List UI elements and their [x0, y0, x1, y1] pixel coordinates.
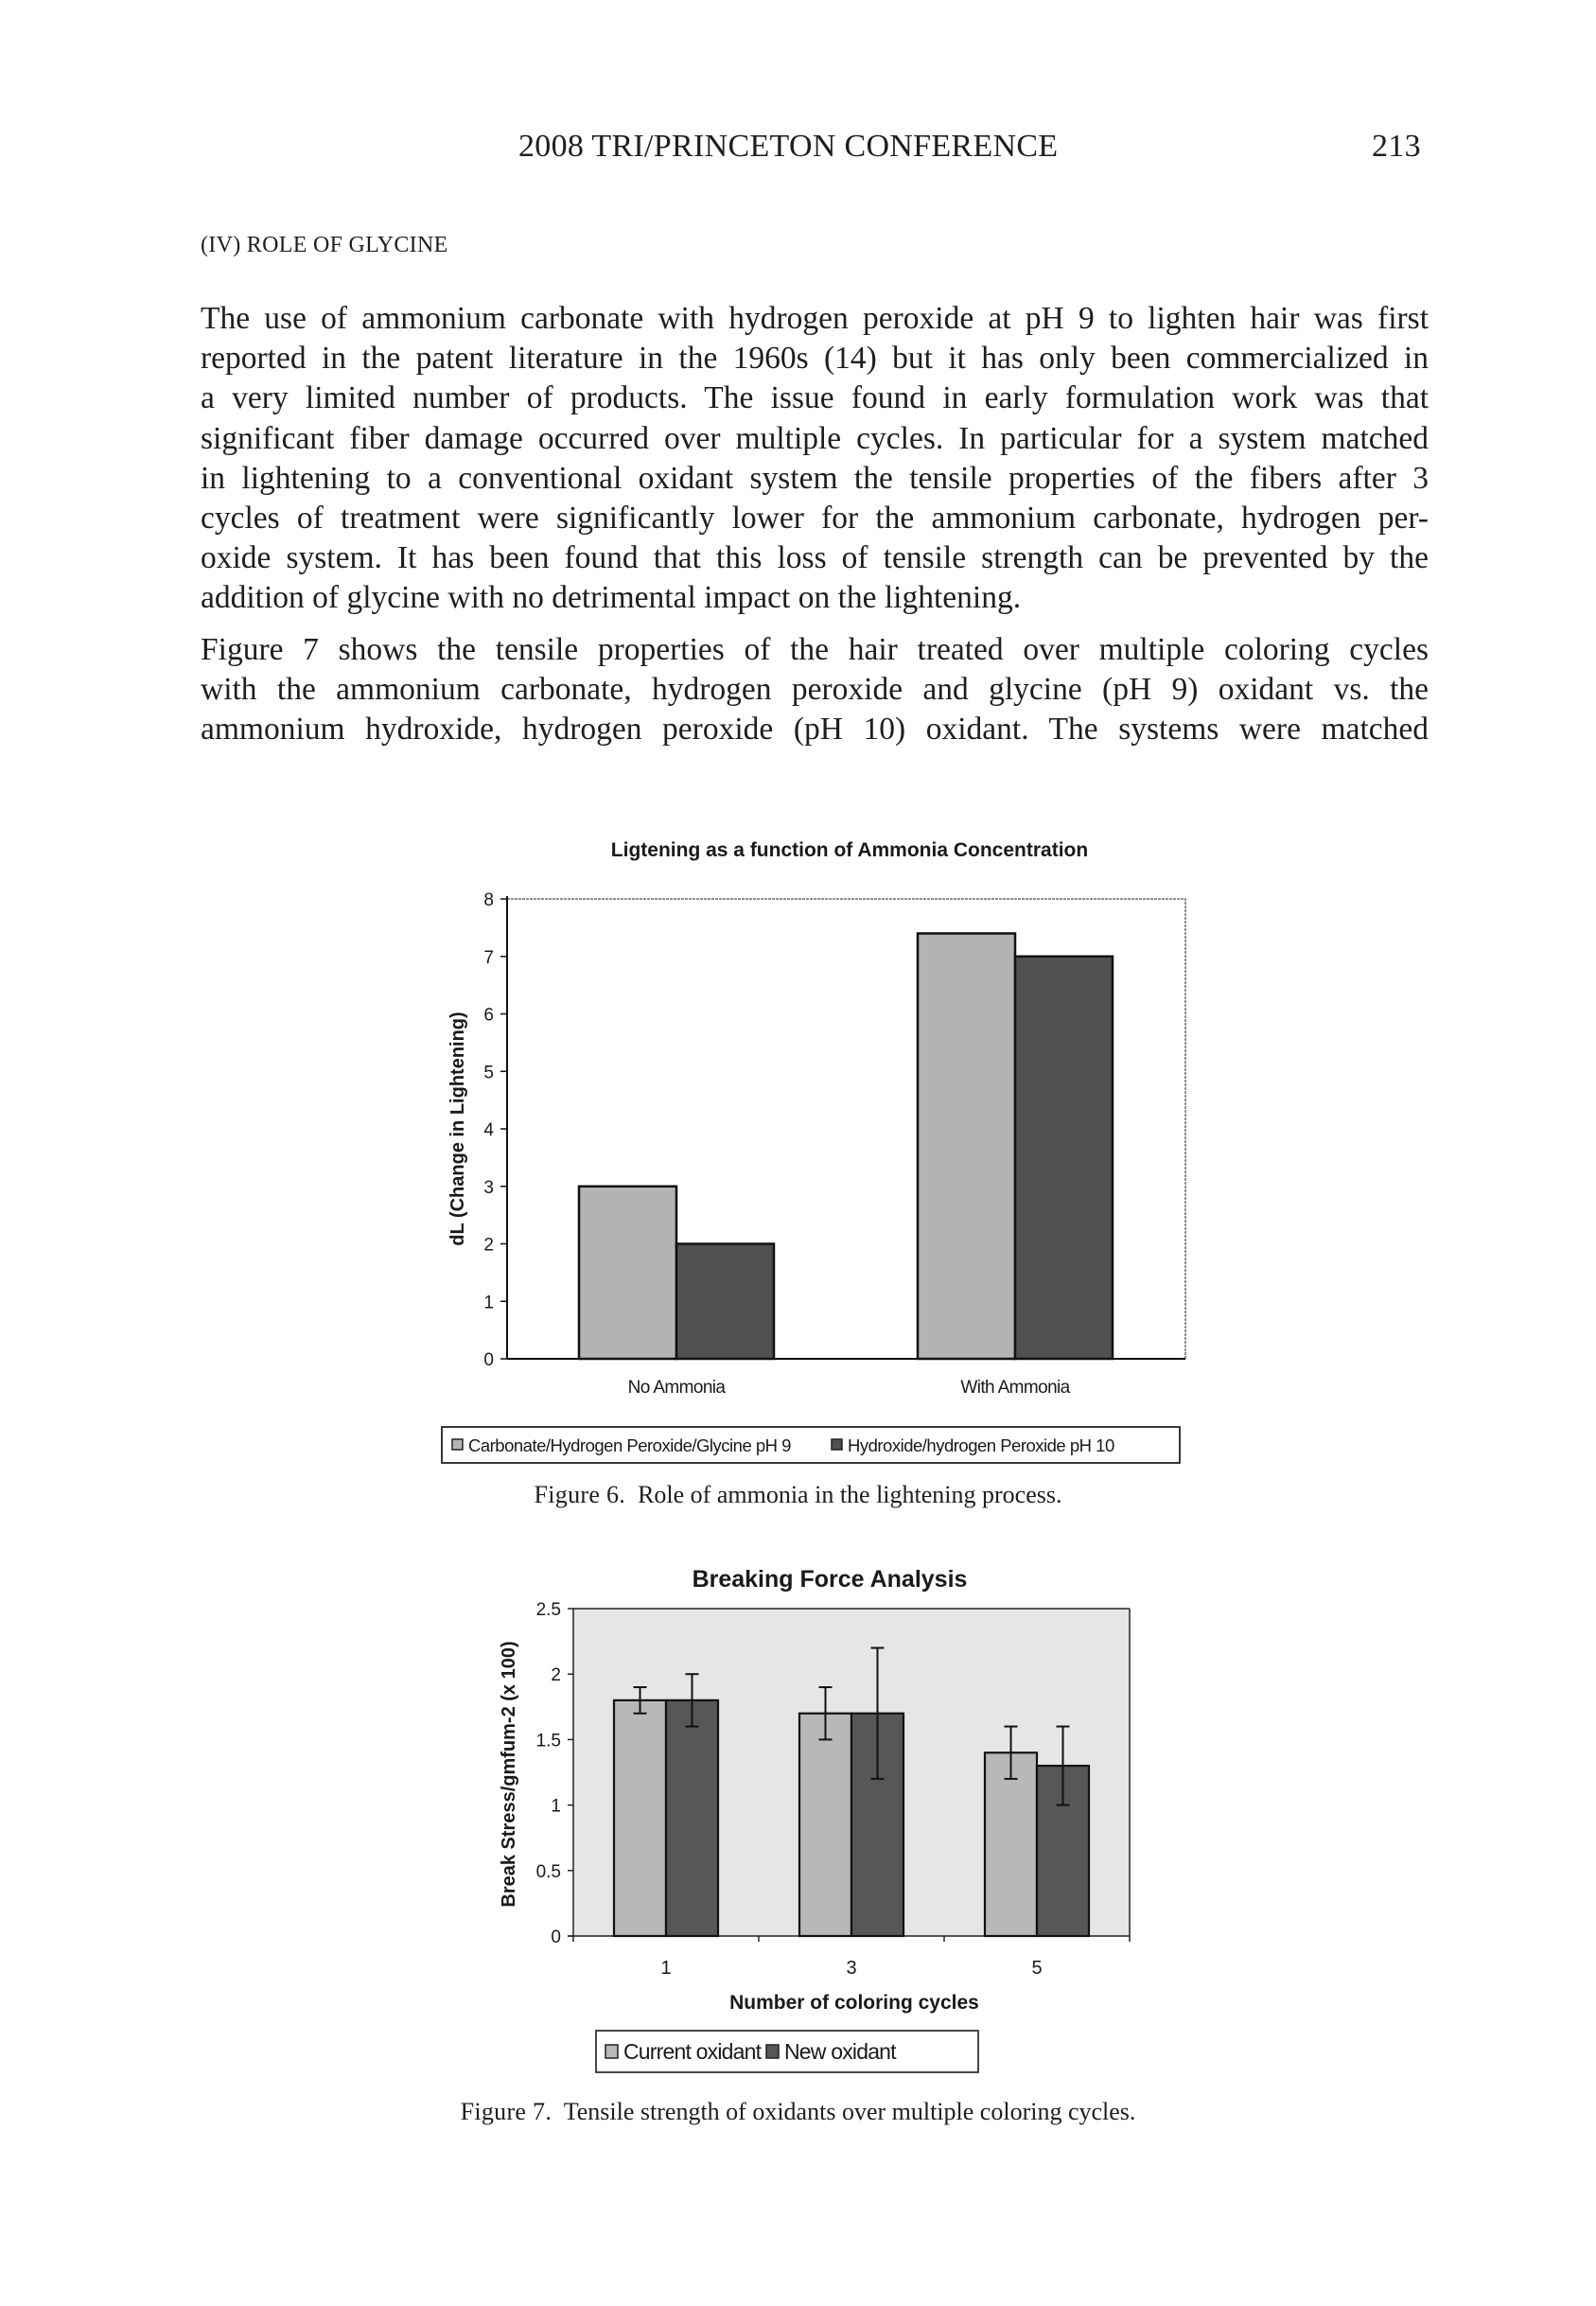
x-axis-label: Number of coloring cycles [729, 1992, 979, 2014]
paragraph-line: cycles of treatment were significantly lower for the ammonium carbonate, hydrogen per- [201, 500, 1429, 536]
y-tick-label: 2 [551, 1665, 561, 1686]
x-tick-label: 3 [846, 1958, 857, 1979]
y-tick-label: 3 [483, 1177, 494, 1198]
caption-text: Role of ammonia in the lightening process. [638, 1481, 1062, 1508]
x-tick-label: 5 [1031, 1958, 1043, 1979]
legend-label: Carbonate/Hydrogen Peroxide/Glycine pH 9 [468, 1435, 791, 1455]
legend-swatch [605, 2045, 618, 2058]
bar [666, 1700, 718, 1936]
section-heading: (IV) ROLE OF GLYCINE [201, 233, 448, 257]
x-tick-label: No Ammonia [627, 1378, 726, 1398]
legend [596, 2031, 978, 2072]
paragraph-line: reported in the patent literature in the 1960s (14) but it has only been commercialized in [201, 341, 1429, 377]
y-tick-label: 7 [483, 947, 494, 968]
y-tick-label: 0 [551, 1928, 561, 1947]
paragraph-line: Figure 7 shows the tensile properties of the hair treated over multiple coloring cycles [201, 632, 1429, 667]
paragraph-line: significant fiber damage occurred over multiple cycles. In particular for a system matched [201, 420, 1429, 456]
x-tick-label: 1 [660, 1958, 672, 1979]
caption-label: Figure 6. [534, 1481, 626, 1508]
legend-label: Current oxidant [623, 2039, 762, 2064]
paragraph-line: The use of ammonium carbonate with hydrogen peroxide at pH 9 to lighten hair was first [201, 301, 1429, 336]
caption-label: Figure 7. [460, 2098, 552, 2125]
legend-label: New oxidant [784, 2039, 896, 2064]
y-axis-label: Break Stress/gmfum-2 (x 100) [499, 1641, 519, 1908]
paragraph-line: with the ammonium carbonate, hydrogen peroxide and glycine (pH 9) oxidant vs. the [201, 672, 1429, 708]
plot-area [536, 1600, 1130, 1979]
y-tick-label: 2.5 [535, 1600, 561, 1620]
y-tick-label: 0.5 [535, 1861, 561, 1882]
chart-title: Ligtening as a function of Ammonia Concentration [610, 839, 1089, 861]
paragraph-line: in lightening to a conventional oxidant system the tensile properties of the fibers after 3 [201, 460, 1429, 496]
chart-title: Breaking Force Analysis [692, 1566, 968, 1593]
paragraph-line: ammonium hydroxide, hydrogen peroxide (pH 10) oxidant. The systems were matched [201, 712, 1429, 748]
running-head-title: 2008 TRI/PRINCETON CONFERENCE [518, 129, 1059, 164]
y-tick-label: 1 [483, 1293, 494, 1313]
bar [985, 1752, 1037, 1936]
bar [614, 1700, 666, 1936]
paragraph-line: oxide system. It has been found that this loss of tensile strength can be prevented by the [201, 540, 1429, 576]
y-axis-label: dL (Change in Lightening) [447, 1012, 468, 1246]
y-tick-label: 4 [483, 1120, 494, 1140]
y-tick-label: 1 [551, 1796, 561, 1817]
x-tick-label: With Ammonia [960, 1378, 1070, 1398]
y-tick-label: 1.5 [535, 1731, 561, 1752]
y-tick-label: 0 [483, 1350, 494, 1370]
legend-swatch [766, 2045, 779, 2058]
figure-7-caption [0, 2098, 1596, 2126]
paragraph-line: a very limited number of products. The issue found in early formulation work was that [201, 380, 1429, 416]
page-number: 213 [1372, 129, 1421, 164]
paragraph-line: addition of glycine with no detrimental impact on the lightening. [201, 580, 1022, 616]
legend-label: Hydroxide/hydrogen Peroxide pH 10 [848, 1435, 1114, 1455]
y-tick-label: 8 [483, 890, 494, 910]
y-tick-label: 6 [483, 1005, 494, 1026]
bar [799, 1714, 851, 1936]
y-tick-label: 5 [483, 1063, 494, 1083]
y-tick-label: 2 [483, 1235, 494, 1256]
caption-text: Tensile strength of oxidants over multiple coloring cycles. [563, 2098, 1136, 2125]
